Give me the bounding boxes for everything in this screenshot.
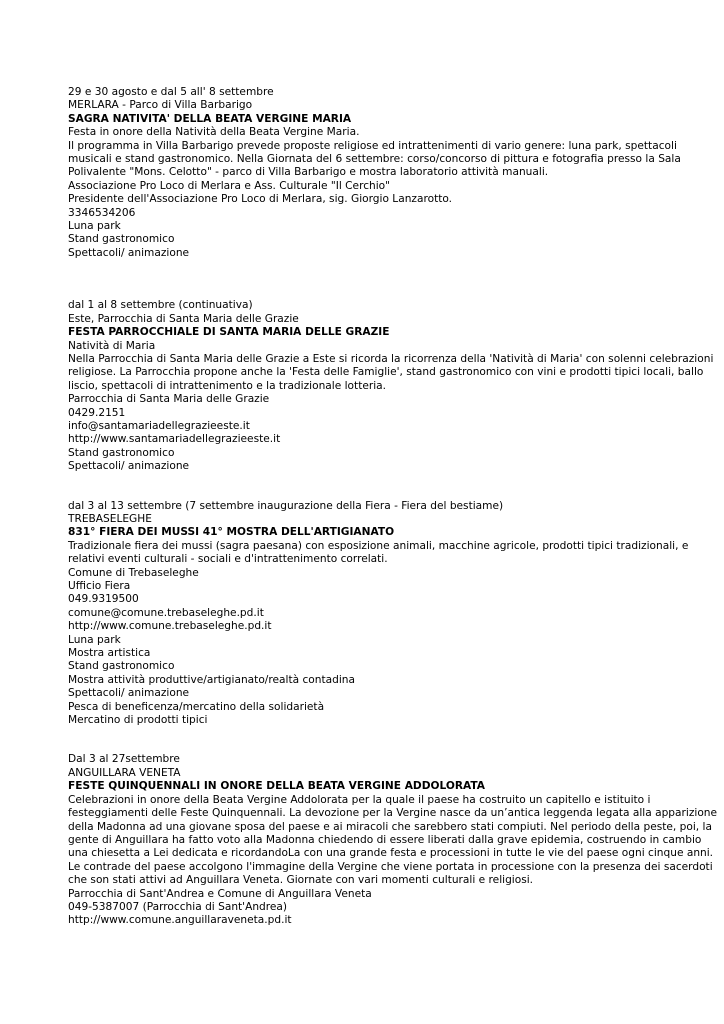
event-office: Ufficio Fiera [68,580,131,592]
event-feature: Spettacoli/ animazione [68,460,190,473]
event-date: 29 e 30 agosto e dal 5 all' 8 settembre [68,86,274,98]
event-description-line: liscio, spettacoli di intrattenimento e la tradizionale lotteria. [68,379,387,392]
spacer [68,260,660,299]
event-website-link[interactable]: http://www.comune.trebaseleghe.pd.it [68,620,272,633]
spacer [68,474,660,500]
event-description-line: Natività di Maria [68,339,156,352]
event-description-line: gente di Anguillara ha fatto voto alla Madonna chiedendo di essere liberati dalla grave epidemia, costruendo in cambio [68,833,702,846]
event-feature: Stand gastronomico [68,660,175,673]
event-phone: 0429.2151 [68,406,126,419]
event-title: 831° FIERA DEI MUSSI 41° MOSTRA DELL'ARTIGIANATO [68,526,395,539]
event-title: FESTE QUINQUENNALI IN ONORE DELLA BEATA VERGINE ADDOLORATA [68,780,486,793]
event-feature: Mostra attività produttive/artigianato/realtà contadina [68,673,355,686]
event-feature: Mercatino di prodotti tipici [68,714,208,727]
event-place: TREBASELEGHE [68,512,152,525]
event-entry [68,499,689,728]
event-entry [68,299,714,473]
event-description-line: una chiesetta a Lei dedicata e ricordandoLa con una grande festa e processioni in tutte le vie del paese ogni cinque anni. [68,847,714,860]
event-phone: 3346534206 [68,206,136,219]
event-description-line: religiose. La Parrocchia propone anche la 'Festa delle Famiglie', stand gastronomico con vini e prodotti tipici locali, ballo [68,366,704,379]
event-description-line: Festa in onore della Natività della Beata Vergine Maria. [68,126,360,139]
event-description-line: Tradizionale fiera dei mussi (sagra paesana) con esposizione animali, macchine agricole, prodotti tipici tradizionali, e [68,539,689,552]
event-date: Dal 3 al 27settembre [68,753,180,766]
event-description-line: festeggiamenti delle Feste Quinquennali. La devozione per la Vergine nasce da un’antica leggenda legata alla apparizione [68,807,718,820]
event-feature: Stand gastronomico [68,233,175,246]
event-phone: 049-5387007 (Parrocchia di Sant'Andrea) [68,900,288,913]
event-feature: Stand gastronomico [68,446,175,459]
event-entry [68,86,681,260]
event-contact-person: Presidente dell'Associazione Pro Loco di Merlara, sig. Giorgio Lanzarotto. [68,193,453,206]
event-description-line: Celebrazioni in onore della Beata Vergine Addolorata per la quale il paese ha costruito un capitello e istituito i [68,793,651,806]
event-feature: Luna park [68,220,121,233]
event-description-line: della Madonna ad una giovane sposa del paese e ai miracoli che sarebbero stati compiuti. Nel periodo della peste, poi, la [68,820,712,833]
event-entry [68,753,718,927]
event-website-link[interactable]: http://www.santamariadellegrazieeste.it [68,433,281,446]
event-place: Este, Parrocchia di Santa Maria delle Grazie [68,312,299,325]
event-description-line: relativi eventi culturali - sociali e d'intrattenimento correlati. [68,553,388,566]
event-feature: Mostra artistica [68,647,151,660]
event-description-line: Il programma in Villa Barbarigo prevede proposte religiose ed intrattenimenti di vario genere: luna park, spettacoli [68,139,677,152]
event-description-line: Polivalente "Mons. Celotto" - parco di Villa Barbarigo e mostra laboratorio attività manuali. [68,166,549,179]
event-website-link[interactable]: http://www.comune.anguillaraveneta.pd.it [68,914,292,927]
event-description-line: Le contrade del paese accolgono l'immagine della Vergine che viene portata in processione con la presenza dei sacerdoti [68,860,713,873]
event-title: FESTA PARROCCHIALE DI SANTA MARIA DELLE GRAZIE [68,326,390,339]
document-page [68,86,718,928]
event-description-line: musicali e stand gastronomico. Nella Giornata del 6 settembre: corso/concorso di pittura e fotografia presso la Sala [68,153,681,166]
event-email-link[interactable]: info@santamariadellegrazieeste.it [68,419,250,432]
event-organizer: Comune di Trebaseleghe [68,566,199,579]
event-description-line: Nella Parrocchia di Santa Maria delle Grazie a Este si ricorda la ricorrenza della 'Natività di Maria' con solenni celebrazioni [68,352,714,365]
event-organizer: Associazione Pro Loco di Merlara e Ass. Culturale "Il Cerchio" [68,179,391,192]
event-organizer: Parrocchia di Sant'Andrea e Comune di Anguillara Veneta [68,887,372,900]
event-date: dal 3 al 13 settembre (7 settembre inaugurazione della Fiera - Fiera del bestiame) [68,499,504,512]
event-phone: 049.9319500 [68,593,139,606]
event-place: MERLARA - Parco di Villa Barbarigo [68,99,253,112]
event-date: dal 1 al 8 settembre (continuativa) [68,299,253,312]
event-title: SAGRA NATIVITA' DELLA BEATA VERGINE MARIA [68,112,352,125]
event-feature: Pesca di beneficenza/mercatino della solidarietà [68,700,325,713]
event-feature: Spettacoli/ animazione [68,246,190,259]
event-email-link[interactable]: comune@comune.trebaseleghe.pd.it [68,606,264,619]
event-description-line: che son stati attivi ad Anguillara Veneta. Giornate con vari momenti culturali e religiosi. [68,874,534,887]
event-feature: Luna park [68,633,121,646]
event-organizer: Parrocchia di Santa Maria delle Grazie [68,393,270,406]
spacer [68,727,660,753]
event-feature: Spettacoli/ animazione [68,687,190,700]
event-place: ANGUILLARA VENETA [68,766,181,779]
